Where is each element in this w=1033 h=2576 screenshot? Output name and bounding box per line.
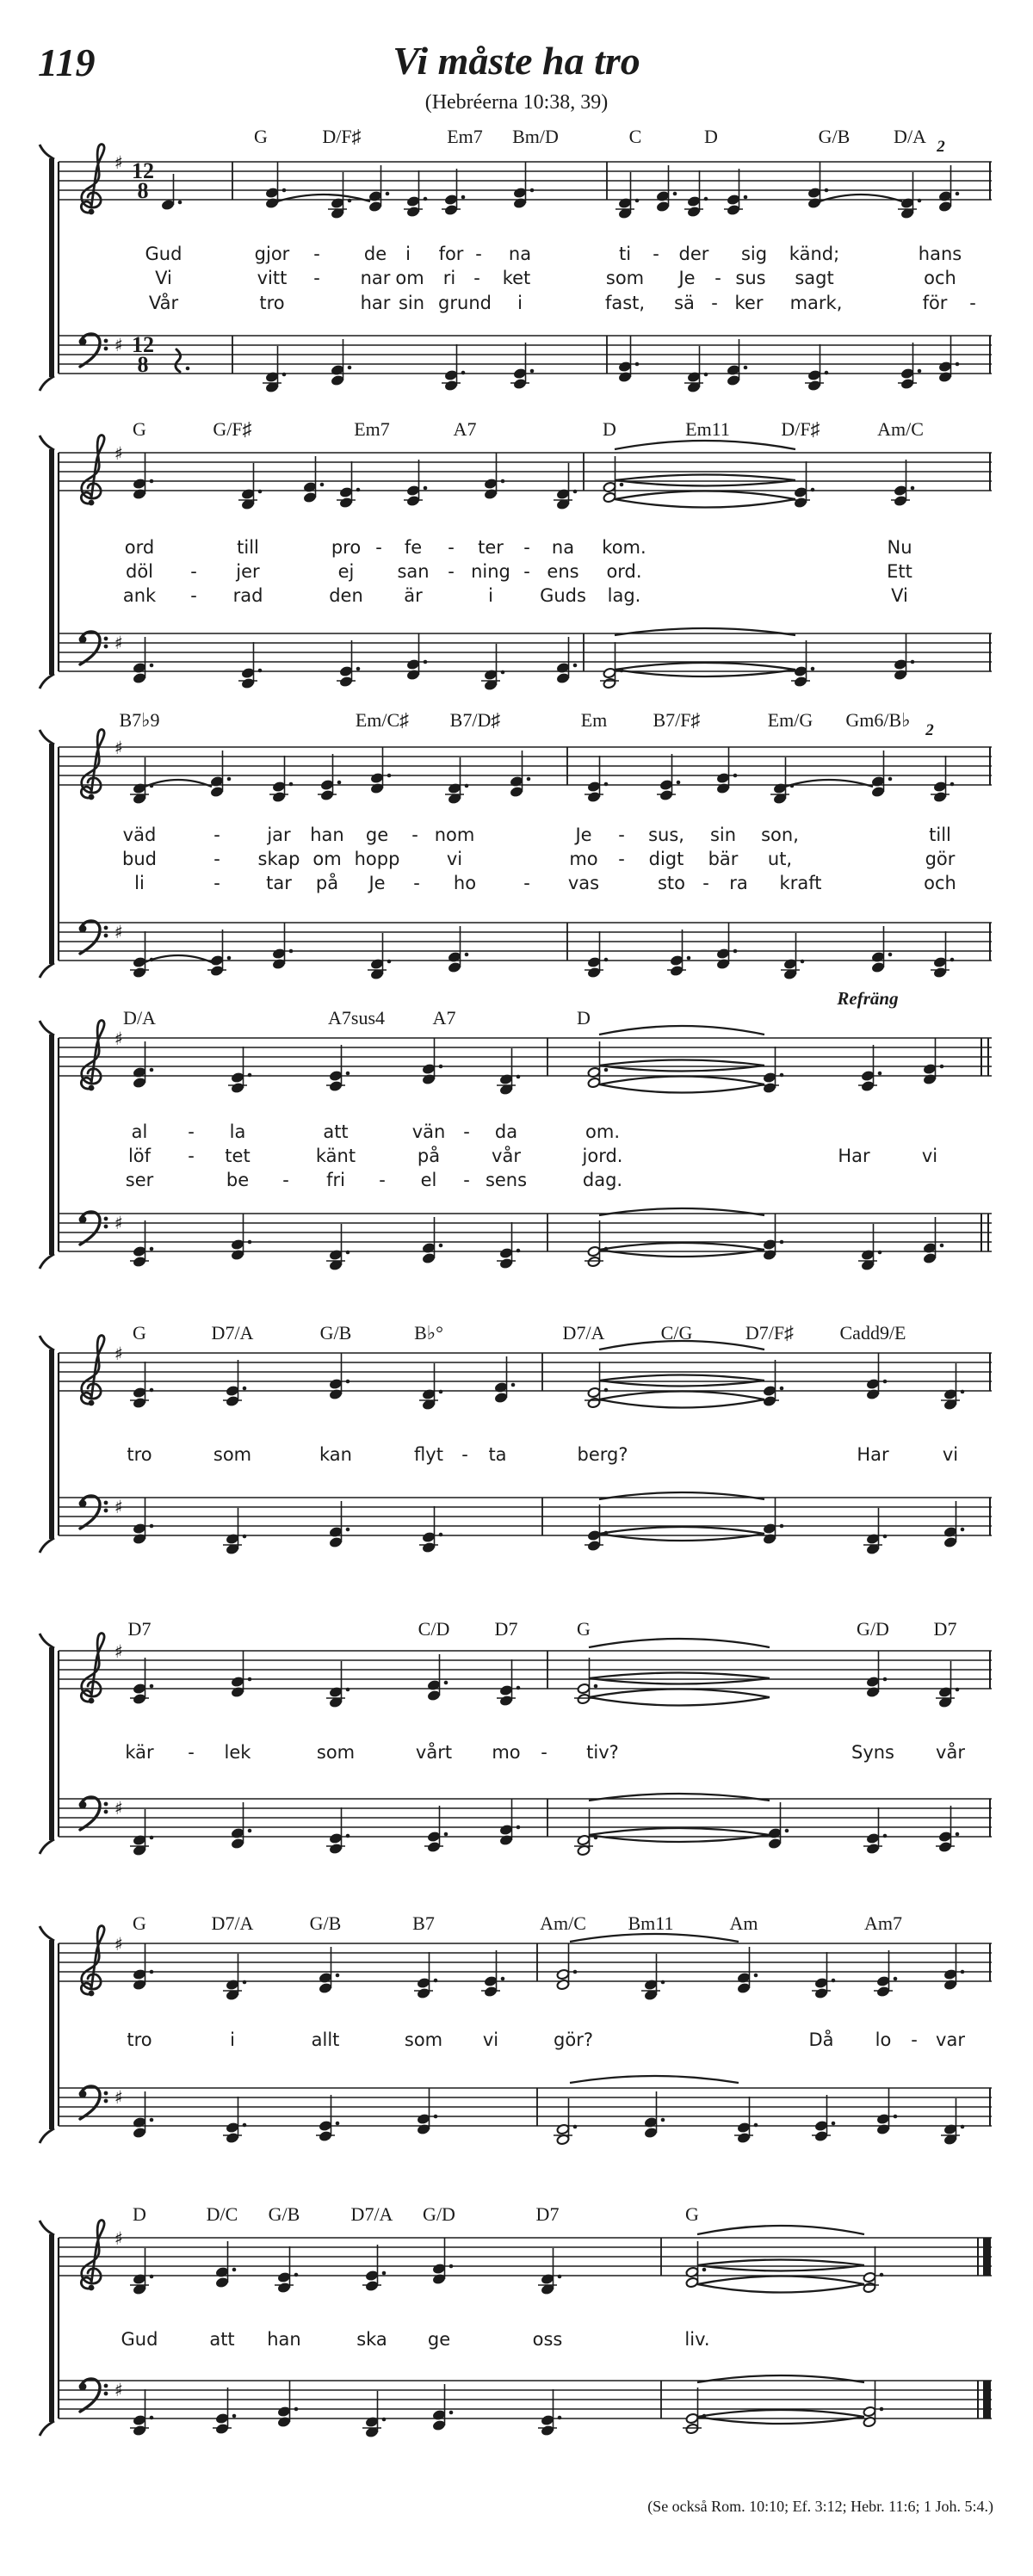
chord-label: Bm/D — [512, 126, 559, 147]
chord-label: D — [603, 418, 616, 440]
lyric-syllable: allt — [311, 2029, 340, 2050]
lyric-syllable: till — [929, 825, 951, 845]
chord-label: Cadd9/E — [839, 1322, 906, 1344]
chord-label: G — [133, 1322, 146, 1344]
lyric-syllable: - — [213, 873, 220, 893]
lyric-syllable: väd — [122, 825, 157, 845]
key-signature: ♯ — [114, 2228, 124, 2249]
lyric-syllable: nar — [360, 268, 391, 288]
lyric-syllable: - — [463, 1121, 470, 1142]
lyric-syllable: mark, — [789, 293, 843, 313]
lyric-syllable: - — [714, 268, 721, 288]
chord-label: G/B — [818, 126, 851, 147]
lyric-syllable: jar — [267, 825, 291, 845]
chord-label: Em/C♯ — [355, 709, 410, 731]
lyric-syllable: for — [438, 244, 464, 264]
time-signature: 12 — [132, 332, 154, 357]
lyric-syllable: Je — [678, 268, 696, 288]
lyric-syllable: ri — [442, 268, 456, 288]
time-signature: 8 — [137, 178, 149, 203]
chord-label: Am/C — [540, 1912, 586, 1934]
lyric-syllable: bud — [122, 849, 157, 869]
chord-label: C/D — [418, 1618, 450, 1640]
key-signature: ♯ — [114, 443, 124, 464]
lyric-syllable: och — [924, 268, 956, 288]
chord-label: Bm11 — [628, 1912, 674, 1934]
lyric-syllable: och — [924, 873, 956, 893]
lyric-syllable: kan — [319, 1444, 352, 1465]
lyric-syllable: Ett — [887, 561, 912, 582]
lyric-syllable: - — [282, 1170, 289, 1190]
lyric-syllable: fast, — [604, 293, 646, 313]
lyric-syllable: jord. — [582, 1146, 623, 1166]
key-signature: ♯ — [114, 1344, 124, 1364]
lyric-syllable: Vi — [891, 585, 908, 606]
lyric-syllable: i — [488, 585, 493, 606]
lyric-syllable: - — [213, 849, 220, 869]
chord-label: G/B — [319, 1322, 352, 1344]
lyric-syllable: Vi — [155, 268, 172, 288]
lyric-syllable: - — [618, 849, 625, 869]
lyric-syllable: ket — [502, 268, 531, 288]
lyric-syllable: döl — [125, 561, 154, 582]
lyric-syllable: - — [969, 293, 976, 313]
lyric-syllable: vårt — [415, 1742, 453, 1763]
lyric-syllable: gör — [925, 849, 956, 869]
lyric-syllable: son, — [761, 825, 799, 845]
scripture-reference: (Hebréerna 10:38, 39) — [424, 91, 609, 114]
lyric-syllable: mo — [492, 1742, 521, 1763]
lyric-syllable: Je — [575, 825, 592, 845]
chord-label: D — [577, 1007, 591, 1029]
lyric-syllable: ska — [356, 2329, 387, 2350]
key-signature: ♯ — [114, 922, 124, 942]
lyric-syllable: om — [312, 849, 342, 869]
lyric-syllable: tet — [225, 1146, 251, 1166]
lyric-syllable: lo — [875, 2029, 892, 2050]
chord-label: B7/F♯ — [653, 709, 701, 731]
chord-label: Em11 — [685, 418, 730, 440]
lyric-syllable: ra — [729, 873, 748, 893]
key-signature: ♯ — [114, 1497, 124, 1517]
lyric-syllable: kom. — [602, 537, 646, 558]
chord-label: A7 — [432, 1007, 456, 1029]
lyric-syllable: vi — [482, 2029, 499, 2050]
key-signature: ♯ — [114, 633, 124, 653]
lyric-syllable: san — [397, 561, 430, 582]
chord-label: D7/A — [562, 1322, 605, 1344]
time-signature: 12 — [132, 158, 154, 183]
lyric-syllable: - — [188, 1742, 195, 1763]
lyric-syllable: - — [702, 873, 709, 893]
lyric-syllable: - — [188, 1146, 195, 1166]
chord-label: D7/A — [211, 1912, 254, 1934]
lyric-syllable: - — [541, 1742, 547, 1763]
chord-label: D7/A — [211, 1322, 254, 1344]
lyric-syllable: sin — [709, 825, 737, 845]
lyric-syllable: om. — [585, 1121, 620, 1142]
lyric-syllable: - — [618, 825, 625, 845]
lyric-syllable: tro — [127, 1444, 152, 1465]
lyric-syllable: sens — [485, 1170, 528, 1190]
lyric-syllable: - — [473, 268, 480, 288]
chord-label: C — [628, 126, 642, 147]
lyric-syllable: att — [209, 2329, 235, 2350]
lyric-syllable: ter — [478, 537, 504, 558]
lyric-syllable: da — [494, 1121, 518, 1142]
lyric-syllable: Vår — [148, 293, 179, 313]
lyric-syllable: - — [379, 1170, 386, 1190]
lyric-syllable: grund — [438, 293, 492, 313]
chord-label: D — [704, 126, 718, 147]
lyric-syllable: pro — [331, 537, 362, 558]
lyric-syllable: Syns — [851, 1742, 895, 1763]
lyric-syllable: tar — [266, 873, 292, 893]
lyric-syllable: kraft — [779, 873, 822, 893]
lyric-syllable: - — [461, 1444, 468, 1465]
lyric-syllable: li — [134, 873, 145, 893]
chord-label: Em7 — [354, 418, 390, 440]
chord-label: D7 — [933, 1618, 957, 1640]
key-signature: ♯ — [114, 152, 124, 173]
chord-label: G — [254, 126, 268, 147]
lyric-syllable: ta — [488, 1444, 507, 1465]
lyric-syllable: för — [922, 293, 948, 313]
lyric-syllable: - — [653, 244, 659, 264]
lyric-syllable: digt — [648, 849, 684, 869]
chord-label: G/B — [268, 2203, 300, 2225]
chord-label: G — [133, 1912, 146, 1934]
lyric-syllable: sin — [398, 293, 425, 313]
lyric-syllable: vitt — [257, 268, 288, 288]
lyric-syllable: rad — [232, 585, 263, 606]
lyric-syllable: om — [395, 268, 424, 288]
lyric-syllable: de — [363, 244, 387, 264]
chord-label: A7 — [453, 418, 477, 440]
lyric-syllable: vår — [492, 1146, 521, 1166]
duplet-number: 2 — [937, 138, 945, 156]
chord-label: Em — [580, 709, 608, 731]
chord-label: Am7 — [864, 1912, 902, 1934]
lyric-syllable: - — [411, 825, 418, 845]
chord-label: D/A — [123, 1007, 156, 1029]
lyric-syllable: som — [213, 1444, 252, 1465]
lyric-syllable: - — [463, 1170, 470, 1190]
chord-label: Am/C — [877, 418, 924, 440]
hymn-number: 119 — [38, 40, 96, 84]
key-signature: ♯ — [114, 1029, 124, 1049]
lyric-syllable: be — [226, 1170, 250, 1190]
chord-label: D/F♯ — [322, 126, 362, 147]
lyric-syllable: löf — [127, 1146, 152, 1166]
lyric-syllable: sus, — [648, 825, 684, 845]
lyric-syllable: - — [523, 537, 530, 558]
lyric-syllable: vi — [446, 849, 463, 869]
chord-label: D7 — [127, 1618, 152, 1640]
chord-label: D/C — [206, 2203, 238, 2225]
lyric-syllable: gör? — [554, 2029, 593, 2050]
lyric-syllable: skap — [257, 849, 300, 869]
chord-label: B7 — [412, 1912, 435, 1934]
lyric-syllable: ej — [337, 561, 355, 582]
lyric-syllable: i — [517, 293, 523, 313]
chord-label: B7♭9 — [119, 709, 160, 731]
lyric-syllable: Nu — [887, 537, 912, 558]
key-signature: ♯ — [114, 1934, 124, 1955]
lyric-syllable: jer — [236, 561, 260, 582]
lyric-syllable: na — [551, 537, 575, 558]
lyric-syllable: sagt — [795, 268, 834, 288]
chord-label: D7 — [535, 2203, 560, 2225]
lyric-syllable: na — [508, 244, 532, 264]
chord-label: Em7 — [447, 126, 483, 147]
lyric-syllable: i — [230, 2029, 235, 2050]
lyric-syllable: - — [711, 293, 718, 313]
lyric-syllable: vän — [411, 1121, 446, 1142]
lyric-syllable: oss — [532, 2329, 563, 2350]
lyric-syllable: sus — [735, 268, 766, 288]
lyric-syllable: berg? — [577, 1444, 628, 1465]
lyric-syllable: Har — [857, 1444, 889, 1465]
chord-label: D7/F♯ — [745, 1322, 795, 1344]
lyric-syllable: har — [360, 293, 391, 313]
chord-label: Em/G — [767, 709, 813, 731]
lyric-syllable: ord. — [606, 561, 642, 582]
lyric-syllable: ser — [125, 1170, 154, 1190]
lyric-syllable: kär — [125, 1742, 154, 1763]
chord-label: D/A — [894, 126, 926, 147]
chord-label: G/F♯ — [213, 418, 252, 440]
lyric-syllable: Gud — [145, 244, 182, 264]
lyric-syllable: ens — [547, 561, 579, 582]
chord-label: A7sus4 — [327, 1007, 386, 1029]
chord-label: G/D — [423, 2203, 455, 2225]
lyric-syllable: hopp — [354, 849, 400, 869]
lyric-syllable: känd; — [789, 244, 840, 264]
lyric-syllable: känt — [315, 1146, 356, 1166]
chord-label: G — [133, 418, 146, 440]
chord-label: D7/A — [350, 2203, 393, 2225]
lyric-syllable: tro — [127, 2029, 152, 2050]
key-signature: ♯ — [114, 2380, 124, 2400]
lyric-syllable: han — [310, 825, 344, 845]
lyric-syllable: att — [323, 1121, 349, 1142]
lyric-syllable: vi — [921, 1146, 938, 1166]
lyric-syllable: den — [329, 585, 363, 606]
lyric-syllable: lag. — [607, 585, 641, 606]
lyric-syllable: - — [313, 244, 320, 264]
key-signature: ♯ — [114, 335, 124, 355]
lyric-syllable: - — [475, 244, 482, 264]
time-signature: 8 — [137, 352, 149, 377]
footer-citation: (Se också Rom. 10:10; Ef. 3:12; Hebr. 11:6; 1 Joh. 5:4.) — [647, 2498, 993, 2515]
lyric-syllable: al — [131, 1121, 148, 1142]
lyric-syllable: - — [448, 561, 455, 582]
lyric-syllable: ning — [471, 561, 510, 582]
lyric-syllable: - — [911, 2029, 918, 2050]
lyric-syllable: - — [313, 268, 320, 288]
hymn-title: Vi måste ha tro — [393, 39, 640, 83]
lyric-syllable: som — [605, 268, 645, 288]
chord-label: G — [577, 1618, 591, 1640]
lyric-syllable: på — [417, 1146, 441, 1166]
lyric-syllable: - — [190, 561, 197, 582]
lyric-syllable: - — [523, 561, 530, 582]
lyric-syllable: sig — [740, 244, 768, 264]
chord-label: B7/D♯ — [449, 709, 501, 731]
lyric-syllable: vas — [567, 873, 600, 893]
lyric-syllable: bär — [708, 849, 739, 869]
lyric-syllable: el — [420, 1170, 437, 1190]
lyric-syllable: nom — [434, 825, 475, 845]
lyric-syllable: ut, — [767, 849, 793, 869]
lyric-syllable: liv. — [684, 2329, 710, 2350]
lyric-syllable: tiv? — [586, 1742, 619, 1763]
lyric-syllable: ank — [122, 585, 157, 606]
key-signature: ♯ — [114, 1641, 124, 1662]
lyric-syllable: lek — [224, 1742, 251, 1763]
lyric-syllable: flyt — [414, 1444, 443, 1465]
lyric-syllable: - — [523, 873, 530, 893]
duplet-number: 2 — [925, 721, 934, 739]
lyric-syllable: ord — [124, 537, 155, 558]
lyric-syllable: la — [229, 1121, 246, 1142]
lyric-syllable: sto — [657, 873, 686, 893]
lyric-syllable: han — [267, 2329, 301, 2350]
chord-label: G — [685, 2203, 699, 2225]
lyric-syllable: vår — [936, 1742, 965, 1763]
lyric-syllable: Je — [368, 873, 386, 893]
lyric-syllable: sä — [674, 293, 695, 313]
lyric-syllable: dag. — [582, 1170, 623, 1190]
lyric-syllable: - — [413, 873, 420, 893]
key-signature: ♯ — [114, 1213, 124, 1233]
lyric-syllable: till — [237, 537, 259, 558]
lyric-syllable: Då — [808, 2029, 834, 2050]
lyric-syllable: som — [316, 1742, 356, 1763]
lyric-syllable: fe — [404, 537, 423, 558]
lyric-syllable: - — [190, 585, 197, 606]
refrain-label: Refräng — [837, 988, 899, 1009]
lyric-syllable: vi — [942, 1444, 959, 1465]
lyric-syllable: i — [405, 244, 411, 264]
lyric-syllable: tro — [259, 293, 285, 313]
chord-label: G/B — [309, 1912, 342, 1934]
lyric-syllable: ker — [734, 293, 764, 313]
chord-label: B♭° — [414, 1322, 443, 1344]
lyric-syllable: Har — [838, 1146, 870, 1166]
lyric-syllable: är — [404, 585, 423, 606]
lyric-syllable: ge — [365, 825, 389, 845]
lyric-syllable: - — [213, 825, 220, 845]
lyric-syllable: gjor — [254, 244, 290, 264]
chord-label: D — [133, 2203, 146, 2225]
chord-label: Am — [729, 1912, 758, 1934]
lyric-syllable: hans — [918, 244, 962, 264]
key-signature: ♯ — [114, 738, 124, 758]
chord-label: D/F♯ — [781, 418, 820, 440]
chord-label: G/D — [857, 1618, 889, 1640]
lyric-syllable: der — [678, 244, 709, 264]
lyric-syllable: på — [315, 873, 339, 893]
lyric-syllable: - — [375, 537, 382, 558]
lyric-syllable: mo — [569, 849, 598, 869]
lyric-syllable: Guds — [540, 585, 586, 606]
lyric-syllable: som — [404, 2029, 443, 2050]
chord-label: D7 — [494, 1618, 518, 1640]
key-signature: ♯ — [114, 2087, 124, 2108]
chord-label: C/G — [660, 1322, 693, 1344]
lyric-syllable: ho — [453, 873, 477, 893]
chord-label: Gm6/B♭ — [845, 709, 911, 731]
lyric-syllable: var — [936, 2029, 965, 2050]
lyric-syllable: - — [188, 1121, 195, 1142]
lyric-syllable: ge — [427, 2329, 451, 2350]
lyric-syllable: - — [448, 537, 455, 558]
key-signature: ♯ — [114, 1798, 124, 1819]
lyric-syllable: Gud — [121, 2329, 158, 2350]
lyric-syllable: fri — [326, 1170, 345, 1190]
lyric-syllable: ti — [618, 244, 632, 264]
